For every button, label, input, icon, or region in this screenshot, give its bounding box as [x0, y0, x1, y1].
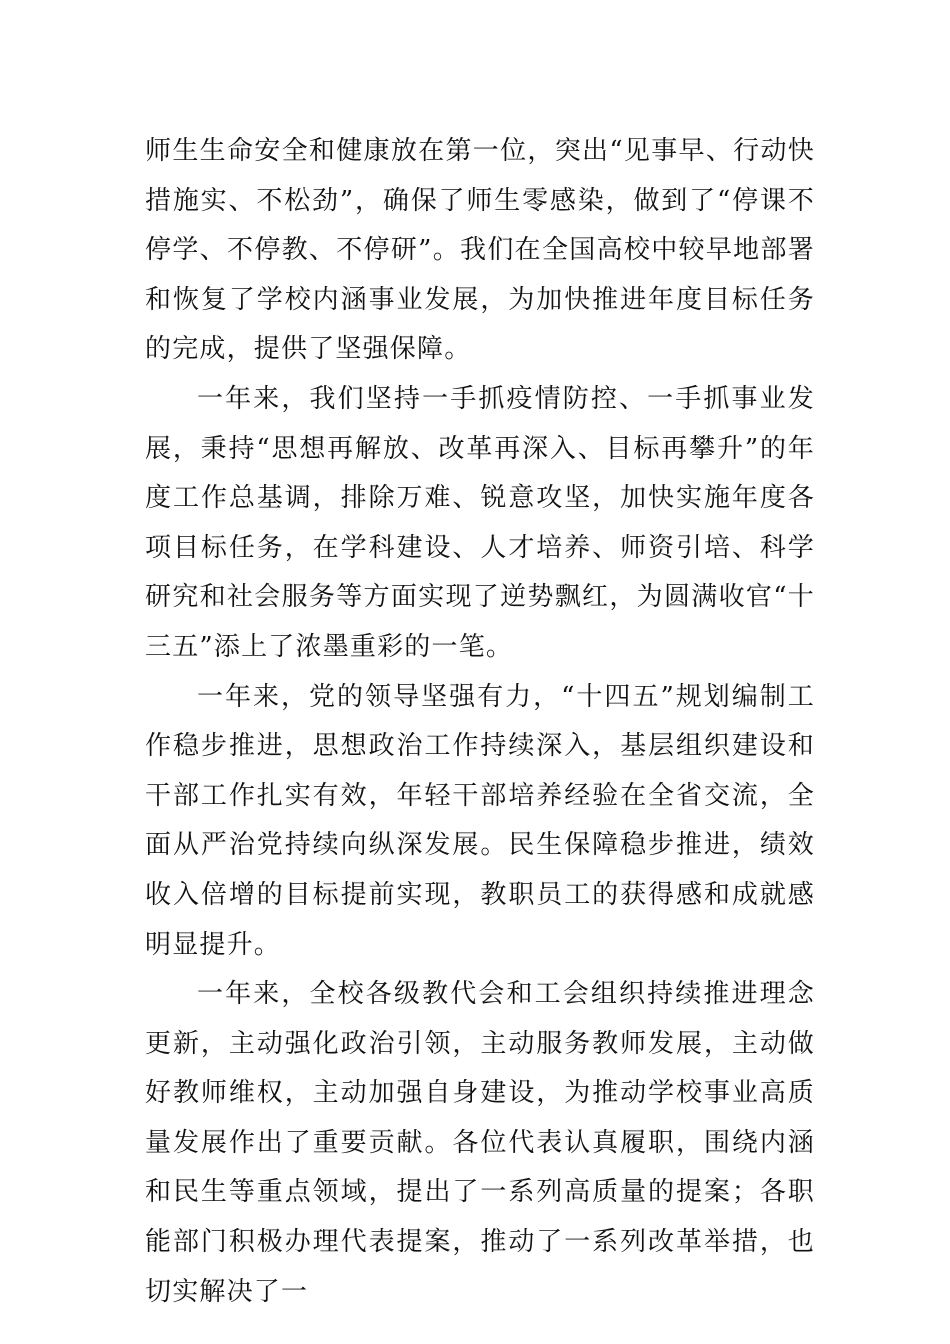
paragraph-3: 一年来，党的领导坚强有力，“十四五”规划编制工作稳步推进，思想政治工作持续深入，基层组织建设和干部工作扎实有效，年轻干部培养经验在全省交流，全面从严治党持续向纵深发展。民生保障稳步推进，绩效收入倍增的目标提前实现，教职员工的获得感和成就感明显提升。 [145, 681, 815, 960]
paragraph-2: 一年来，我们坚持一手抓疫情防控、一手抓事业发展，秉持“思想再解放、改革再深入、目标再攀升”的年度工作总基调，排除万难、锐意攻坚，加快实施年度各项目标任务，在学科建设、人才培养、师资引培、科学研究和社会服务等方面实现了逆势飘红，为圆满收官“十三五”添上了浓墨重彩的一笔。 [145, 383, 815, 662]
paragraph-4: 一年来，全校各级教代会和工会组织持续推进理念更新，主动强化政治引领，主动服务教师发展，主动做好教师维权，主动加强自身建设，为推动学校事业高质量发展作出了重要贡献。各位代表认真履职，围绕内涵和民生等重点领域，提出了一系列高质量的提案；各职能部门积极办理代表提案，推动了一系列改革举措，也切实解决了一 [145, 979, 815, 1307]
paragraph-1: 师生生命安全和健康放在第一位，突出“见事早、行动快措施实、不松劲”，确保了师生零感染，做到了“停课不停学、不停教、不停研”。我们在全国高校中较早地部署和恢复了学校内涵事业发展，为加快推进年度目标任务的完成，提供了坚强保障。 [145, 136, 815, 365]
body-text [145, 127, 815, 1317]
